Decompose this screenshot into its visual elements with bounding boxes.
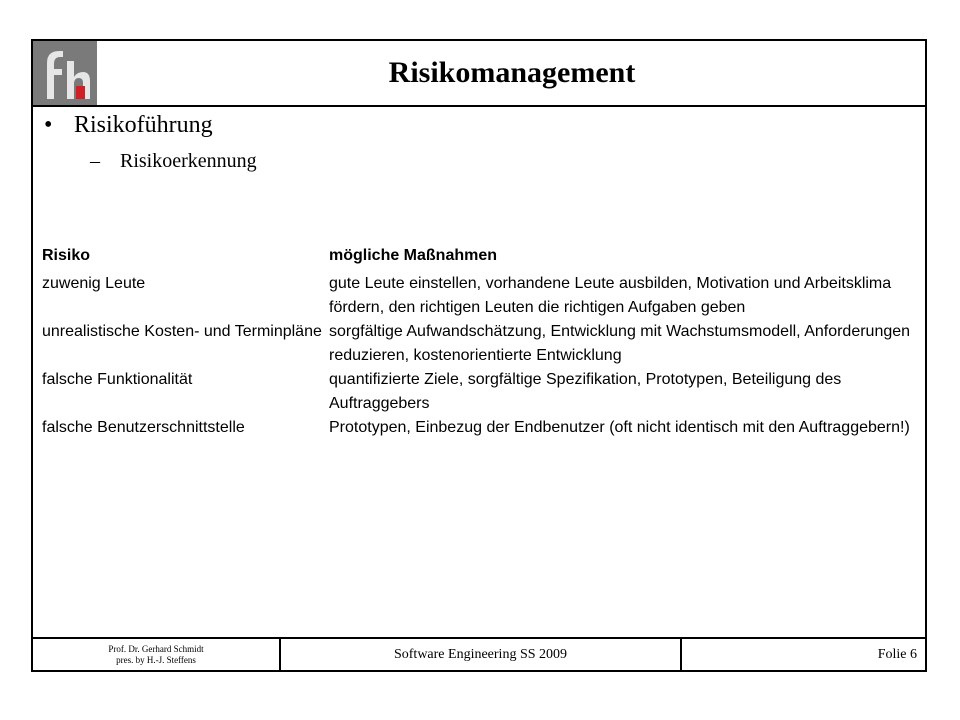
footer-course: Software Engineering SS 2009 — [279, 637, 682, 672]
header-measures: mögliche Maßnahmen — [329, 247, 498, 264]
header-bar — [33, 41, 925, 107]
subbullet-label: Risikoerkennung — [120, 150, 257, 172]
measures-cell: sorgfältige Aufwandschätzung, Entwicklung mit Wachstumsmodell, Anforderungen reduzieren, kostenorientierte Entwicklung — [329, 323, 911, 364]
measures-cell: gute Leute einstellen, vorhandene Leute ausbilden, Motivation und Arbeitsklima fördern, den richtigen Leuten die richtigen Aufgaben geben — [329, 275, 892, 316]
footer-author-line2: pres. by H.-J. Steffens — [116, 654, 196, 665]
subbullet-dash: – — [90, 150, 100, 172]
table-row — [33, 320, 913, 368]
table-row — [33, 368, 913, 416]
footer-author — [31, 637, 281, 672]
table-header-row — [33, 244, 913, 268]
risk-table — [33, 244, 913, 440]
risk-cell: zuwenig Leute — [42, 275, 146, 292]
bullet-label: Risikoführung — [74, 112, 213, 138]
risk-cell: falsche Benutzerschnittstelle — [42, 419, 245, 436]
risk-cell: unrealistische Kosten- und Terminpläne — [42, 323, 322, 340]
footer-author-line1: Prof. Dr. Gerhard Schmidt — [108, 643, 204, 654]
table-row — [33, 272, 913, 320]
footer-slide-number: Folie 6 — [680, 637, 927, 672]
header-risk: Risiko — [42, 247, 91, 264]
slide-title: Risikomanagement — [388, 56, 636, 89]
table-row — [33, 416, 913, 440]
measures-cell: Prototypen, Einbezug der Endbenutzer (oft nicht identisch mit den Auftraggebern!) — [329, 419, 910, 436]
measures-cell: quantifizierte Ziele, sorgfältige Spezifikation, Prototypen, Beteiligung des Auftraggebers — [329, 371, 842, 412]
risk-cell: falsche Funktionalität — [42, 371, 193, 388]
fh-logo — [33, 41, 97, 105]
bullet-dot: • — [44, 112, 53, 138]
